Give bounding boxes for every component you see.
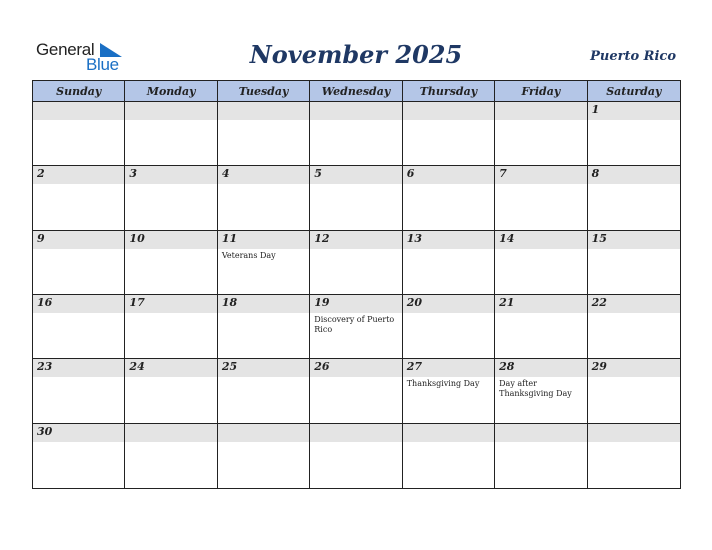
empty-day-cell [33,102,125,166]
weekday-header-sunday: Sunday [33,81,125,102]
day-cell-3 [125,166,217,230]
day-number: 23 [37,360,53,374]
day-cell-19 [310,295,402,359]
empty-day-cell [495,424,587,488]
day-cell-21 [495,295,587,359]
day-number: 15 [591,231,607,245]
day-number: 24 [129,360,145,374]
day-number: 3 [129,167,138,181]
day-header-band [218,166,309,184]
empty-day-cell [403,102,495,166]
day-cell-5 [310,166,402,230]
weekday-header-thursday: Thursday [403,81,495,102]
day-cell-27 [403,359,495,423]
day-header-band [403,424,494,442]
day-cell-23 [33,359,125,423]
day-cell-20 [403,295,495,359]
day-number: 2 [37,167,45,181]
day-number: 29 [591,360,607,374]
calendar-grid [32,80,681,489]
day-cell-18 [218,295,310,359]
holiday-label: Discovery of Puerto Rico [314,315,395,334]
day-header-band [310,102,401,120]
day-cell-12 [310,231,402,295]
day-number: 30 [37,424,53,438]
day-header-band [125,166,216,184]
day-cell-10 [125,231,217,295]
day-number: 5 [314,167,322,181]
empty-day-cell [125,102,217,166]
day-number: 16 [37,296,53,309]
holiday-label: Day after Thanksgiving Day [499,379,572,399]
empty-day-cell [125,424,217,488]
day-cell-28 [495,359,587,423]
empty-day-cell [218,424,310,488]
day-number: 1 [591,103,600,116]
day-header-band [33,102,124,120]
day-header-band [495,102,586,120]
day-cell-1 [588,102,680,166]
day-number: 10 [129,231,145,245]
empty-day-cell [495,102,587,166]
day-number: 17 [129,296,145,309]
holiday-label: Veterans Day [221,250,276,260]
day-header-band [310,166,401,184]
day-number: 14 [499,231,515,245]
day-number: 12 [314,231,330,245]
day-cell-25 [218,359,310,423]
day-header-band [495,424,586,442]
day-header-band [33,231,124,249]
day-cell-13 [403,231,495,295]
holiday-label: Thanksgiving Day [406,379,480,389]
day-cell-14 [495,231,587,295]
day-cell-17 [125,295,217,359]
day-cell-4 [218,166,310,230]
day-header-band [403,166,494,184]
day-header-band [218,102,309,120]
day-header-band [218,424,309,442]
day-number: 27 [406,360,423,374]
day-number: 9 [37,231,45,245]
day-header-band [310,424,401,442]
day-header-band [495,166,586,184]
weekday-header-monday: Monday [125,81,217,102]
day-number: 22 [591,296,607,309]
day-number: 20 [406,296,423,309]
weekday-header-wednesday: Wednesday [310,81,402,102]
day-header-band [403,102,494,120]
day-number: 6 [406,167,415,181]
day-header-band [125,102,216,120]
day-cell-2 [33,166,125,230]
empty-day-cell [310,424,402,488]
weekday-header-saturday: Saturday [588,81,680,102]
day-number: 11 [221,231,238,245]
day-cell-29 [588,359,680,423]
day-cell-30 [33,424,125,488]
empty-day-cell [310,102,402,166]
logo-word-blue: Blue [86,55,119,74]
day-cell-9 [33,231,125,295]
region-label: Puerto Rico [590,49,676,64]
empty-day-cell [588,424,680,488]
day-cell-8 [588,166,680,230]
day-cell-15 [588,231,680,295]
empty-day-cell [403,424,495,488]
day-number: 28 [499,360,515,374]
day-header-band [588,166,680,184]
day-cell-7 [495,166,587,230]
day-cell-11 [218,231,310,295]
day-number: 4 [221,167,230,181]
empty-day-cell [218,102,310,166]
day-number: 26 [314,360,330,374]
day-header-band [588,102,680,120]
day-cell-22 [588,295,680,359]
day-cell-24 [125,359,217,423]
day-header-band [125,424,216,442]
weekday-header-tuesday: Tuesday [218,81,310,102]
logo-word-general: General [36,40,95,59]
day-cell-16 [33,295,125,359]
day-cell-26 [310,359,402,423]
page-title: November 2025 [249,40,463,69]
day-number: 7 [499,167,507,181]
day-number: 21 [499,296,515,309]
day-number: 18 [221,296,238,309]
day-number: 19 [314,296,330,309]
weekday-header-friday: Friday [495,81,587,102]
day-number: 25 [221,360,238,374]
day-header-band [33,166,124,184]
day-number: 8 [591,167,600,181]
day-number: 13 [406,231,423,245]
day-cell-6 [403,166,495,230]
day-header-band [588,424,680,442]
